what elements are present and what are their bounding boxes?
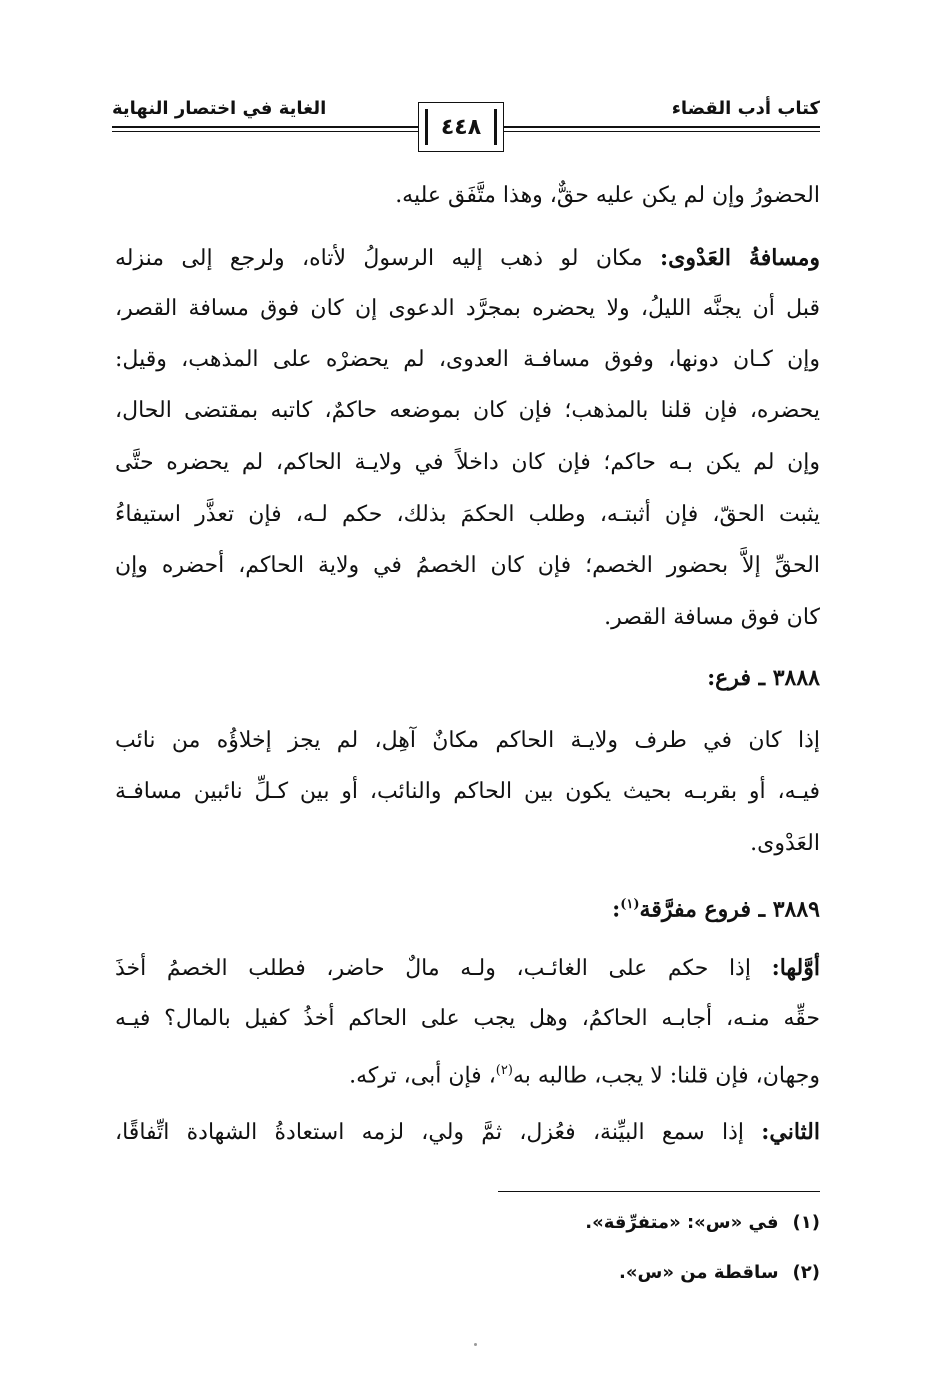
text-span: إذا حكم على الغائـب، ولـه مالٌ حاضر، فطلب الخصمُ أخذَ [115, 956, 772, 981]
footnote-separator [498, 1191, 820, 1192]
text-line: إذا كان في طرف ولايـة الحاكم مكانٌ آهِل، لم يجز إخلاؤُه من نائب [115, 728, 820, 753]
text-line: العَدْوى. [750, 831, 820, 856]
running-header-chapter: كتاب أدب القضاء [671, 98, 820, 119]
footnote-ref[interactable]: (١) [620, 897, 640, 912]
heading-colon: : [612, 896, 621, 923]
footnote-ref[interactable]: (٢) [495, 1063, 513, 1078]
text-line: كان فوق مسافة القصر. [604, 605, 820, 630]
text-span: ، فإن أبى، تركه. [349, 1063, 496, 1089]
text-line: قبل أن يجنَّه الليلُ، ولا يحضره بمجرَّد الدعوى إن كان فوق مسافة القصر، [115, 296, 820, 321]
header-rule-right-thin [504, 131, 820, 132]
text-line: الحضورُ وإن لم يكن عليه حقٌّ، وهذا متَّفَق عليه. [395, 183, 820, 208]
header-rule-left-thin [112, 131, 418, 132]
text-span: إذا سمع البيِّنة، فعُزل، ثمَّ ولي، لزمه استعادةُ الشهادة اتِّفاقًا، [115, 1120, 762, 1145]
text-line: وإن لم يكن بـه حاكم؛ فإن كان داخلاً في ولايـة الحاكم، لم يحضره حتَّى [115, 450, 820, 475]
footnote [619, 1262, 820, 1283]
text-line: يثبت الحقّ، فإن أثبتـه، وطلب الحكمَ بذلك، حكم لـه، فإن تعذَّر استيفاءُ [115, 502, 820, 527]
footnote-text: ساقطة من «س». [619, 1262, 779, 1283]
scan-speck [474, 1343, 477, 1346]
term-heading: ومسافةُ العَدْوى: [659, 245, 820, 271]
section-heading: ٣٨٨٨ ـ فرع: [707, 665, 820, 691]
text-line: الحقِّ إلاَّ بحضور الخصم؛ فإن كان الخصمُ في ولاية الحاكم، أحضره وإن [115, 553, 820, 578]
footnote-text: في «س»: «متفرِّقة». [585, 1212, 779, 1233]
running-header-book-title: الغاية في اختصار النهاية [112, 98, 327, 119]
text-line [349, 1056, 820, 1091]
footnote-number: (٢) [792, 1262, 820, 1283]
section-heading [612, 890, 820, 924]
text-line: حقِّه منـه، أجابـه الحاكمُ، وهل يجب على الحاكم أخذُ كفيل بالمال؟ فيـه [115, 1006, 820, 1031]
text-line: يحضره، فإن قلنا بالمذهب؛ فإن كان بموضعه حاكمٌ، كاتبه بمقتضى الحال، [115, 398, 820, 423]
heading-text: ٣٨٨٩ ـ فروع مفرَّقة [639, 896, 820, 923]
text-line: وإن كـان دونها، وفوق مسافـة العدوى، لم يحضرْه على المذهب، وقيل: [115, 347, 820, 372]
text-line: فيـه، أو بقربـه بحيث يكون بين الحاكم والنائب، أو بين كـلِّ نائبين مسافـة [115, 779, 820, 804]
footnote [585, 1212, 820, 1233]
text-span: وجهان، فإن قلنا: لا يجب، طالبه به [512, 1063, 820, 1089]
term-heading: أوَّلها: [771, 955, 820, 981]
text-line [115, 953, 820, 984]
page-number-frame [418, 102, 504, 152]
text-line [115, 243, 820, 274]
text-line [115, 1117, 820, 1148]
term-heading: الثاني: [761, 1119, 820, 1145]
page-number: ٤٤٨ [440, 114, 482, 140]
footnote-number: (١) [792, 1212, 820, 1233]
header-rule-right [504, 126, 820, 128]
header-rule-left [112, 126, 418, 128]
text-span: مكان لو ذهب إليه الرسولُ لأتاه، ولرجع إلى منزله [115, 246, 660, 271]
